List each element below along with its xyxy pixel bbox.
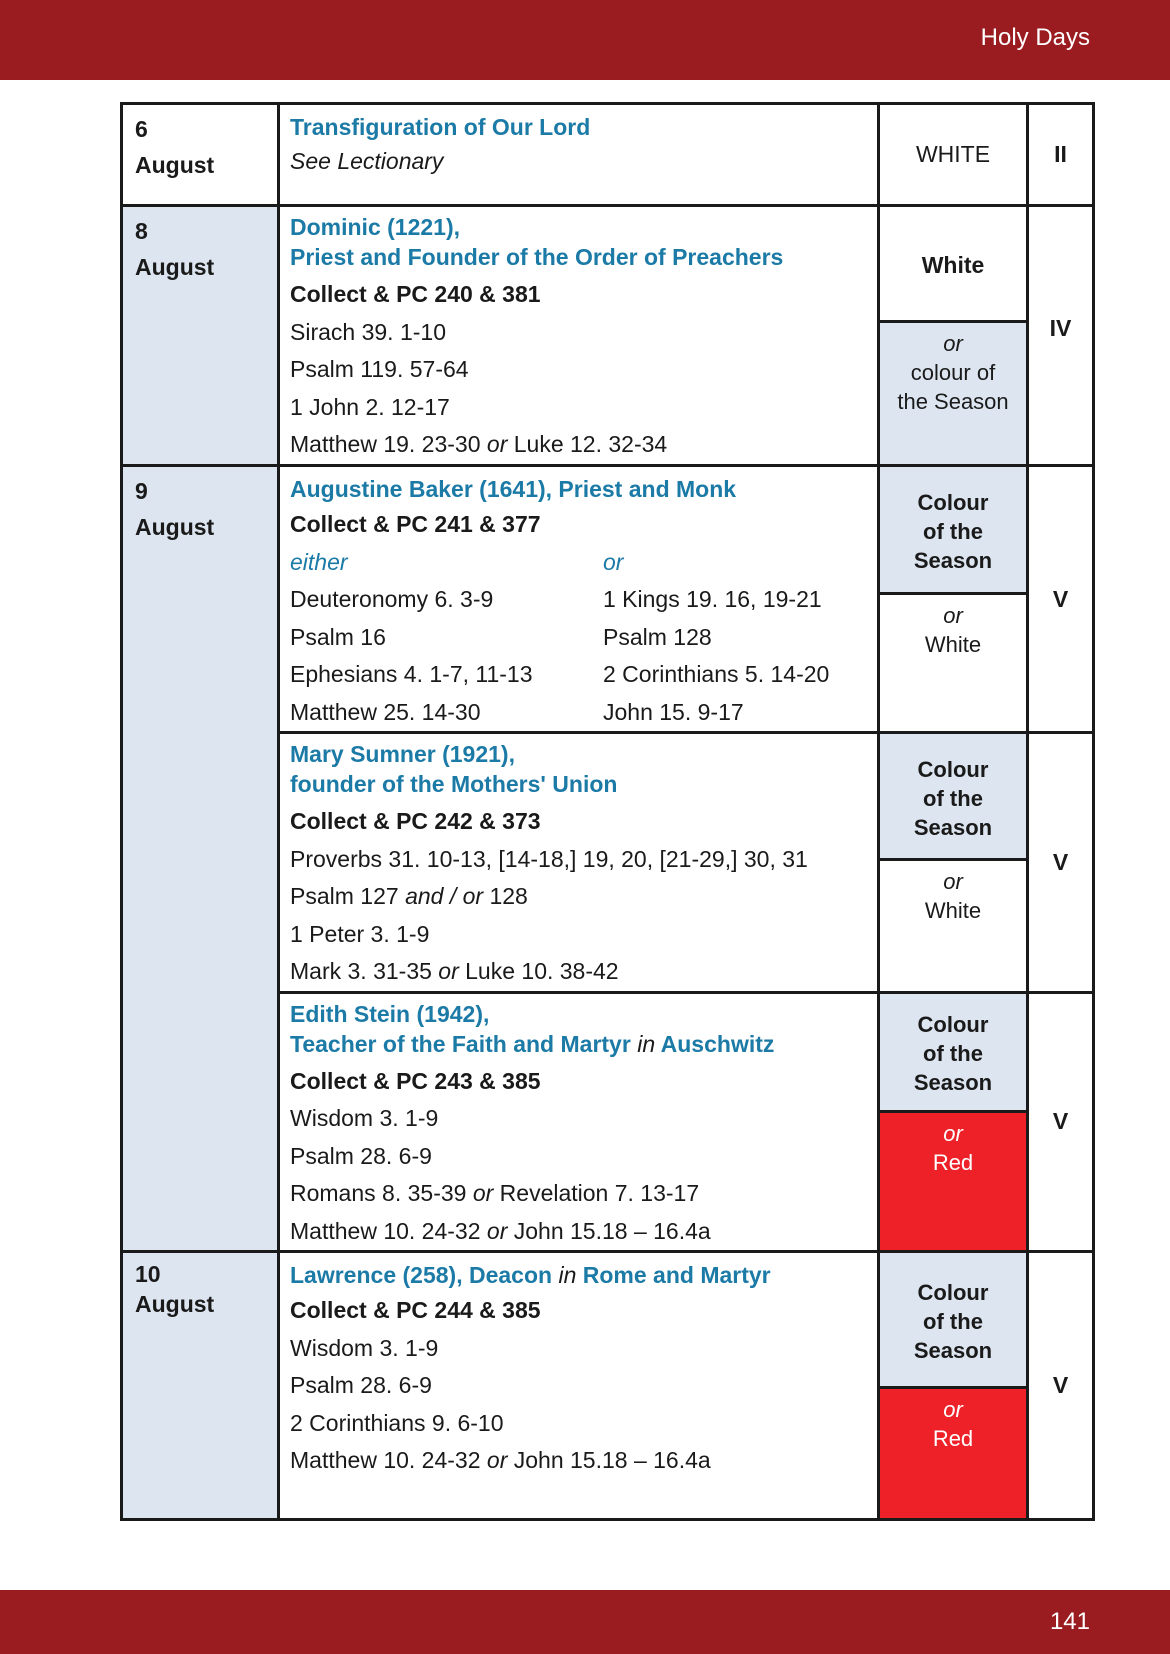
colour-alternative: or Red bbox=[880, 1110, 1026, 1251]
volume-numeral: V bbox=[1028, 466, 1094, 733]
liturgical-colour-cell bbox=[879, 206, 1028, 466]
footer-band bbox=[0, 1590, 1170, 1654]
date-cell bbox=[122, 1252, 279, 1520]
reading: Psalm 119. 57-64 bbox=[290, 356, 469, 382]
month-name: August bbox=[135, 514, 215, 540]
reading: Psalm 128 bbox=[603, 623, 712, 650]
observance-title: Augustine Baker (1641), Priest and Monk bbox=[290, 476, 737, 502]
volume-numeral: V bbox=[1028, 733, 1094, 993]
date-cell bbox=[122, 466, 279, 1252]
holy-days-table bbox=[120, 102, 1095, 1521]
title-line: Edith Stein (1942), bbox=[290, 1000, 490, 1027]
collect-reference: Collect & PC 240 & 381 bbox=[290, 281, 541, 307]
reading: John 15. 9-17 bbox=[603, 698, 744, 725]
volume-numeral: II bbox=[1028, 104, 1094, 206]
table-row bbox=[122, 466, 1094, 733]
reading: Mark 3. 31-35 or Luke 10. 38-42 bbox=[290, 958, 619, 984]
running-header: Holy Days bbox=[980, 24, 1090, 51]
observance-cell bbox=[279, 1252, 879, 1520]
reading: Matthew 19. 23-30 or Luke 12. 32-34 bbox=[290, 431, 668, 457]
table-row bbox=[122, 104, 1094, 206]
observance-title bbox=[290, 212, 869, 272]
date-cell bbox=[122, 206, 279, 466]
reading: 1 Kings 19. 16, 19-21 bbox=[603, 586, 822, 612]
observance-cell bbox=[279, 992, 879, 1252]
observance-title bbox=[290, 999, 869, 1059]
date-cell bbox=[122, 104, 279, 206]
liturgical-colour-cell bbox=[879, 466, 1028, 733]
colour-option: White bbox=[880, 207, 1026, 320]
observance-title: Lawrence (258), Deacon in Rome and Martyr bbox=[290, 1262, 771, 1288]
colour-option: Colour of the Season bbox=[880, 1253, 1026, 1386]
volume-numeral: IV bbox=[1028, 206, 1094, 466]
title-line: Teacher of the Faith and Martyr in Auschwitz bbox=[290, 1030, 775, 1057]
collect-reference: Collect & PC 241 & 377 bbox=[290, 511, 541, 537]
observance-note: See Lectionary bbox=[290, 148, 444, 174]
reading: 2 Corinthians 9. 6-10 bbox=[290, 1409, 504, 1436]
colour-option: Colour of the Season bbox=[880, 734, 1026, 858]
liturgical-colour-cell bbox=[879, 733, 1028, 993]
title-line: Dominic (1221), bbox=[290, 214, 460, 240]
observance-cell bbox=[279, 733, 879, 993]
day-number: 10 bbox=[135, 1261, 161, 1287]
reading: Psalm 127 and / or 128 bbox=[290, 883, 528, 909]
observance-cell bbox=[279, 206, 879, 466]
reading: 1 Peter 3. 1-9 bbox=[290, 920, 430, 947]
either-label: either bbox=[290, 548, 348, 575]
collect-reference: Collect & PC 242 & 373 bbox=[290, 808, 541, 834]
reading: Proverbs 31. 10-13, [14-18,] 19, 20, [21-29,] 30, 31 bbox=[290, 845, 808, 872]
title-line: founder of the Mothers' Union bbox=[290, 771, 618, 797]
reading: Ephesians 4. 1-7, 11-13 bbox=[290, 661, 533, 687]
month-name: August bbox=[135, 1291, 215, 1317]
reading: Romans 8. 35-39 or Revelation 7. 13-17 bbox=[290, 1180, 700, 1206]
or-label: or bbox=[603, 548, 624, 575]
reading: Psalm 28. 6-9 bbox=[290, 1142, 432, 1169]
reading: Psalm 16 bbox=[290, 623, 386, 650]
colour-option: Colour of the Season bbox=[880, 467, 1026, 592]
reading: Deuteronomy 6. 3-9 bbox=[290, 586, 494, 612]
liturgical-colour-cell bbox=[879, 1252, 1028, 1520]
volume-numeral: V bbox=[1028, 992, 1094, 1252]
reading: Wisdom 3. 1-9 bbox=[290, 1334, 439, 1361]
colour-alternative: or White bbox=[880, 858, 1026, 991]
collect-reference: Collect & PC 244 & 385 bbox=[290, 1297, 541, 1323]
liturgical-colour-cell bbox=[879, 992, 1028, 1252]
reading: Psalm 28. 6-9 bbox=[290, 1372, 432, 1398]
readings-either bbox=[290, 544, 603, 732]
reading: Matthew 10. 24-32 or John 15.18 – 16.4a bbox=[290, 1447, 711, 1473]
colour-alternative: or White bbox=[880, 592, 1026, 731]
reading: Sirach 39. 1-10 bbox=[290, 318, 446, 345]
month-name: August bbox=[135, 152, 215, 178]
colour-alternative: or Red bbox=[880, 1386, 1026, 1518]
observance-cell bbox=[279, 104, 879, 206]
title-line: Priest and Founder of the Order of Preachers bbox=[290, 244, 784, 270]
readings-or bbox=[603, 544, 829, 732]
page-number: 141 bbox=[1049, 1608, 1090, 1635]
table-row bbox=[122, 1252, 1094, 1520]
reading: Matthew 25. 14-30 bbox=[290, 698, 481, 725]
colour-option: Colour of the Season bbox=[880, 994, 1026, 1110]
title-line: Mary Sumner (1921), bbox=[290, 741, 515, 767]
day-number: 6 bbox=[135, 116, 148, 142]
colour-alternative: or colour of the Season bbox=[880, 320, 1026, 464]
reading: Matthew 10. 24-32 or John 15.18 – 16.4a bbox=[290, 1217, 711, 1244]
reading: Wisdom 3. 1-9 bbox=[290, 1105, 439, 1131]
reading: 1 John 2. 12-17 bbox=[290, 393, 450, 420]
day-number: 8 bbox=[135, 218, 148, 244]
volume-numeral: V bbox=[1028, 1252, 1094, 1520]
observance-cell bbox=[279, 466, 879, 733]
day-number: 9 bbox=[135, 478, 148, 504]
liturgical-colour: WHITE bbox=[879, 104, 1028, 206]
table-row bbox=[122, 206, 1094, 466]
month-name: August bbox=[135, 254, 215, 280]
header-band bbox=[0, 0, 1170, 80]
reading: 2 Corinthians 5. 14-20 bbox=[603, 661, 830, 687]
observance-title: Transfiguration of Our Lord bbox=[290, 114, 591, 140]
observance-title bbox=[290, 739, 869, 799]
collect-reference: Collect & PC 243 & 385 bbox=[290, 1067, 541, 1094]
reading-alternatives bbox=[290, 544, 869, 732]
